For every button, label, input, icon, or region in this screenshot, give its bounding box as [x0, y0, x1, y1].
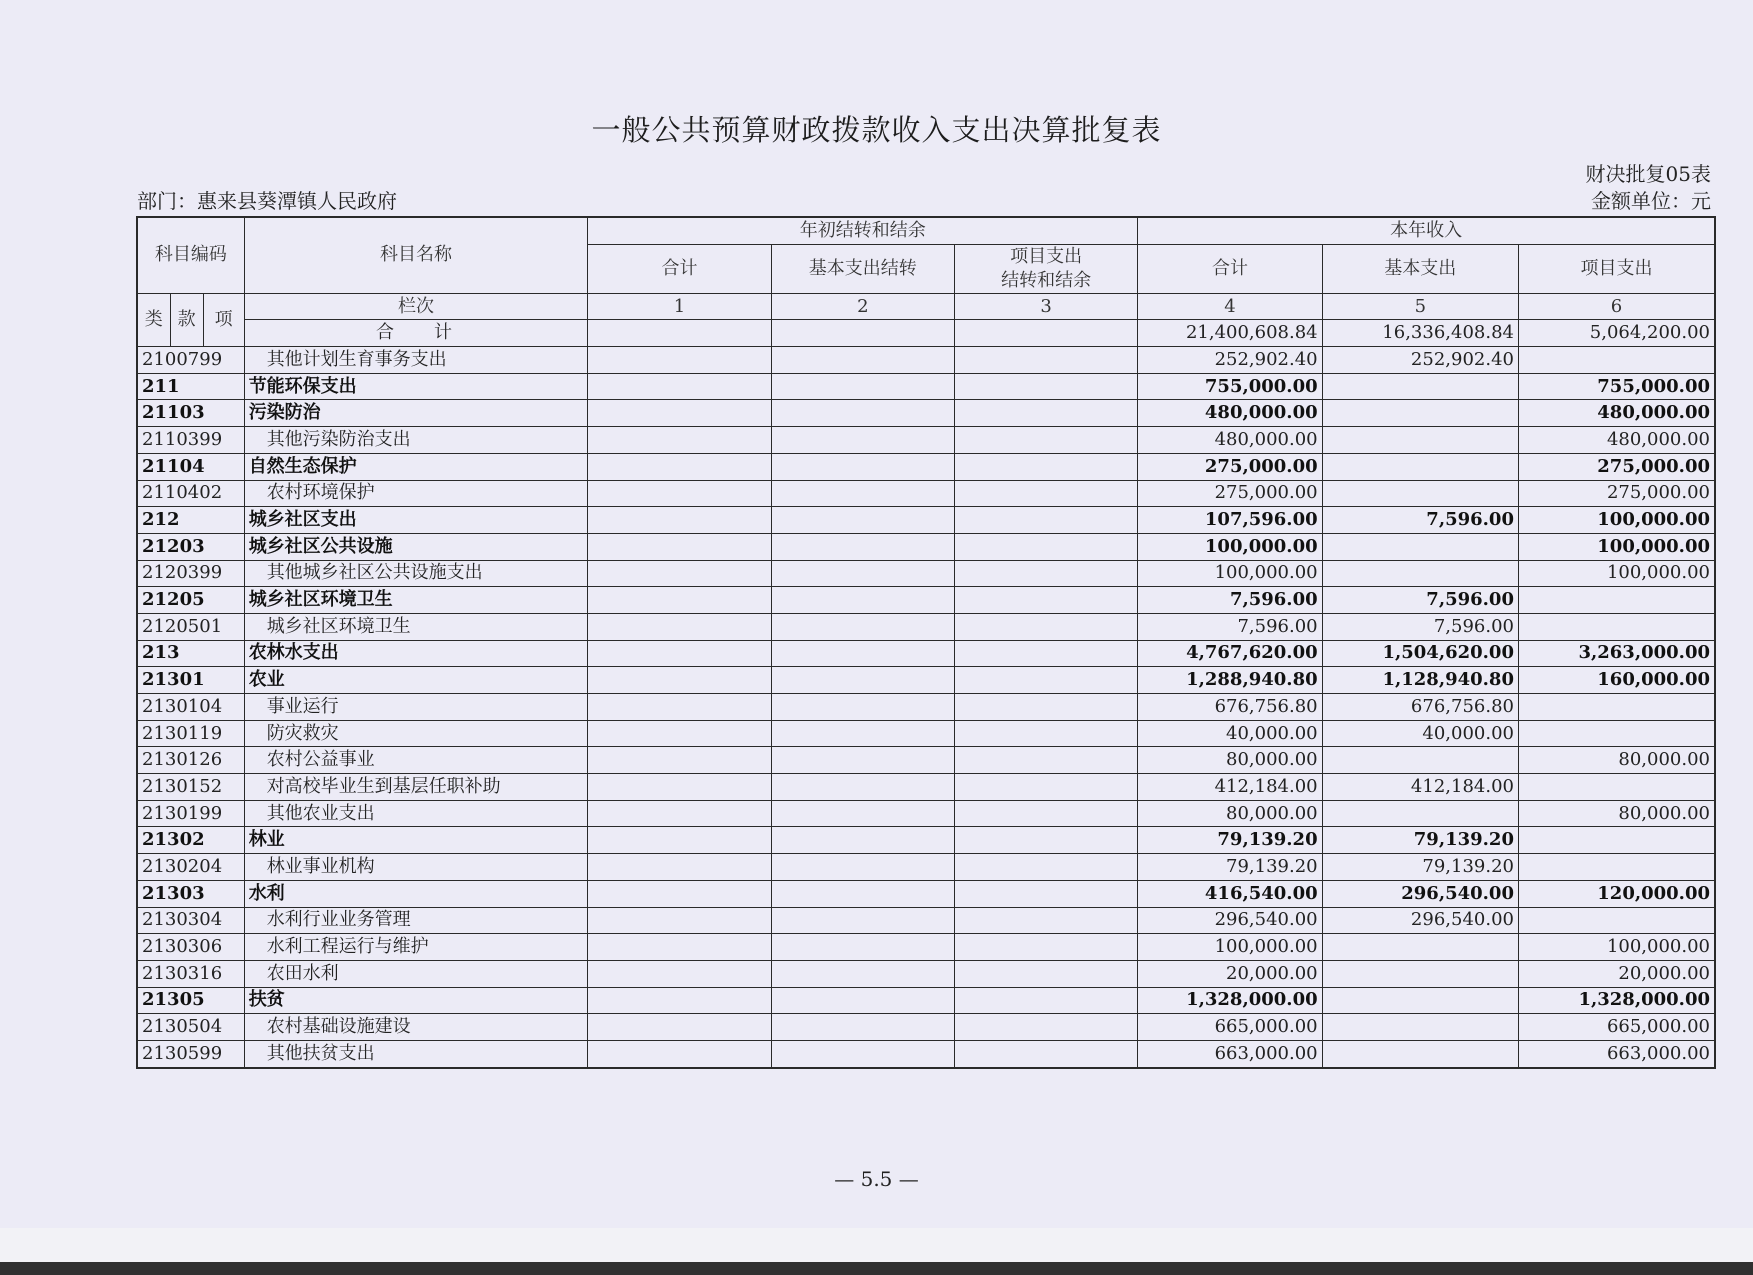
row-income-project: 100,000.00	[1518, 560, 1715, 587]
row-carry-total	[588, 453, 771, 480]
header-name: 科目名称	[244, 217, 588, 293]
row-income-total: 80,000.00	[1138, 800, 1322, 827]
row-income-project	[1518, 907, 1715, 934]
row-code: 21103	[137, 400, 244, 427]
header-income-group: 本年收入	[1138, 217, 1715, 244]
header-carry-total: 合计	[588, 244, 771, 293]
row-name: 水利行业业务管理	[244, 907, 588, 934]
row-carry-total	[588, 427, 771, 454]
row-income-total: 665,000.00	[1138, 1014, 1322, 1041]
row-carry-total	[588, 987, 771, 1014]
row-income-project: 665,000.00	[1518, 1014, 1715, 1041]
row-carry-project	[954, 827, 1137, 854]
total-income-total: 21,400,608.84	[1138, 320, 1322, 347]
row-income-basic: 7,596.00	[1322, 507, 1518, 534]
row-code: 21203	[137, 533, 244, 560]
header-income-total: 合计	[1138, 244, 1322, 293]
row-income-project: 160,000.00	[1518, 667, 1715, 694]
row-income-project	[1518, 827, 1715, 854]
row-carry-project	[954, 934, 1137, 961]
row-income-basic	[1322, 560, 1518, 587]
row-income-basic	[1322, 453, 1518, 480]
table-row	[137, 507, 1715, 534]
scan-edge	[0, 1262, 1753, 1275]
row-carry-project	[954, 533, 1137, 560]
row-carry-basic	[771, 747, 954, 774]
header-carryover-group: 年初结转和结余	[588, 217, 1138, 244]
table-row	[137, 827, 1715, 854]
row-income-basic: 296,540.00	[1322, 880, 1518, 907]
row-income-project: 80,000.00	[1518, 747, 1715, 774]
row-name: 事业运行	[244, 694, 588, 721]
row-carry-project	[954, 1040, 1137, 1067]
header-column-no: 栏次	[244, 293, 588, 320]
row-name: 其他计划生育事务支出	[244, 347, 588, 374]
row-income-basic	[1322, 1040, 1518, 1067]
row-name: 城乡社区公共设施	[244, 533, 588, 560]
row-income-total: 79,139.20	[1138, 854, 1322, 881]
row-carry-project	[954, 720, 1137, 747]
row-carry-basic	[771, 960, 954, 987]
row-name: 城乡社区环境卫生	[244, 613, 588, 640]
table-row	[137, 667, 1715, 694]
row-income-basic: 79,139.20	[1322, 854, 1518, 881]
table-row	[137, 453, 1715, 480]
header-code: 科目编码	[137, 217, 244, 293]
row-carry-project	[954, 987, 1137, 1014]
row-code: 21301	[137, 667, 244, 694]
table-row	[137, 987, 1715, 1014]
row-name: 林业事业机构	[244, 854, 588, 881]
row-carry-project	[954, 587, 1137, 614]
row-carry-total	[588, 640, 771, 667]
row-carry-project	[954, 667, 1137, 694]
row-income-project: 480,000.00	[1518, 400, 1715, 427]
row-name: 林业	[244, 827, 588, 854]
row-income-total: 755,000.00	[1138, 373, 1322, 400]
row-income-basic	[1322, 934, 1518, 961]
row-carry-basic	[771, 533, 954, 560]
row-carry-project	[954, 453, 1137, 480]
table-body	[137, 347, 1715, 1068]
row-name: 城乡社区支出	[244, 507, 588, 534]
row-name: 农村环境保护	[244, 480, 588, 507]
row-carry-total	[588, 667, 771, 694]
row-code: 2110402	[137, 480, 244, 507]
form-number: 财决批复05表	[1585, 162, 1711, 186]
row-carry-project	[954, 1014, 1137, 1041]
total-cell	[588, 320, 771, 347]
row-carry-total	[588, 800, 771, 827]
row-code: 2130204	[137, 854, 244, 881]
column-no-5: 5	[1322, 293, 1518, 320]
row-income-basic	[1322, 960, 1518, 987]
row-income-project: 275,000.00	[1518, 453, 1715, 480]
row-carry-basic	[771, 854, 954, 881]
row-code: 21104	[137, 453, 244, 480]
row-name: 对高校毕业生到基层任职补助	[244, 774, 588, 801]
total-label: 合计	[244, 320, 588, 347]
table-row	[137, 400, 1715, 427]
row-income-project	[1518, 720, 1715, 747]
row-carry-total	[588, 1040, 771, 1067]
row-income-total: 1,328,000.00	[1138, 987, 1322, 1014]
row-carry-basic	[771, 480, 954, 507]
row-carry-total	[588, 347, 771, 374]
row-carry-total	[588, 507, 771, 534]
row-income-basic	[1322, 373, 1518, 400]
table-row	[137, 1014, 1715, 1041]
row-income-total: 663,000.00	[1138, 1040, 1322, 1067]
row-income-basic	[1322, 747, 1518, 774]
row-code: 212	[137, 507, 244, 534]
row-name: 农田水利	[244, 960, 588, 987]
row-carry-basic	[771, 987, 954, 1014]
row-code: 21305	[137, 987, 244, 1014]
table-row	[137, 720, 1715, 747]
table-row	[137, 640, 1715, 667]
row-income-project	[1518, 854, 1715, 881]
row-income-total: 20,000.00	[1138, 960, 1322, 987]
row-income-basic: 7,596.00	[1322, 613, 1518, 640]
table-row	[137, 373, 1715, 400]
row-carry-project	[954, 907, 1137, 934]
row-income-total: 40,000.00	[1138, 720, 1322, 747]
row-code: 21205	[137, 587, 244, 614]
total-cell	[771, 320, 954, 347]
row-code: 2130504	[137, 1014, 244, 1041]
row-code: 2130126	[137, 747, 244, 774]
row-income-basic	[1322, 987, 1518, 1014]
row-income-total: 107,596.00	[1138, 507, 1322, 534]
row-carry-total	[588, 560, 771, 587]
row-carry-basic	[771, 694, 954, 721]
row-carry-project	[954, 640, 1137, 667]
total-cell	[954, 320, 1137, 347]
row-carry-total	[588, 720, 771, 747]
row-carry-project	[954, 373, 1137, 400]
row-carry-basic	[771, 453, 954, 480]
row-carry-project	[954, 880, 1137, 907]
row-income-total: 79,139.20	[1138, 827, 1322, 854]
row-name: 城乡社区环境卫生	[244, 587, 588, 614]
row-name: 其他污染防治支出	[244, 427, 588, 454]
header-income-basic: 基本支出	[1322, 244, 1518, 293]
column-no-6: 6	[1518, 293, 1715, 320]
row-income-total: 275,000.00	[1138, 480, 1322, 507]
column-no-3: 3	[954, 293, 1137, 320]
row-income-basic: 7,596.00	[1322, 587, 1518, 614]
row-income-project: 3,263,000.00	[1518, 640, 1715, 667]
row-carry-project	[954, 694, 1137, 721]
row-income-project	[1518, 694, 1715, 721]
header-kuan: 款	[170, 293, 203, 346]
column-no-2: 2	[771, 293, 954, 320]
row-name: 农村基础设施建设	[244, 1014, 588, 1041]
column-no-4: 4	[1138, 293, 1322, 320]
row-carry-basic	[771, 907, 954, 934]
row-name: 自然生态保护	[244, 453, 588, 480]
row-carry-basic	[771, 1014, 954, 1041]
row-code: 2120501	[137, 613, 244, 640]
row-code: 21302	[137, 827, 244, 854]
row-carry-total	[588, 934, 771, 961]
table-row	[137, 427, 1715, 454]
row-income-project	[1518, 774, 1715, 801]
row-carry-basic	[771, 720, 954, 747]
row-carry-project	[954, 347, 1137, 374]
amount-unit: 金额单位：元	[1591, 189, 1711, 213]
row-income-total: 296,540.00	[1138, 907, 1322, 934]
row-income-project: 80,000.00	[1518, 800, 1715, 827]
row-carry-project	[954, 400, 1137, 427]
row-carry-total	[588, 960, 771, 987]
row-income-total: 100,000.00	[1138, 934, 1322, 961]
row-carry-total	[588, 587, 771, 614]
row-income-total: 80,000.00	[1138, 747, 1322, 774]
row-carry-basic	[771, 587, 954, 614]
row-income-basic: 296,540.00	[1322, 907, 1518, 934]
row-carry-project	[954, 960, 1137, 987]
row-carry-basic	[771, 667, 954, 694]
header-carry-project	[954, 244, 1137, 293]
row-carry-basic	[771, 774, 954, 801]
table-row	[137, 747, 1715, 774]
row-carry-total	[588, 533, 771, 560]
row-carry-basic	[771, 1040, 954, 1067]
row-income-basic: 252,902.40	[1322, 347, 1518, 374]
row-income-basic: 676,756.80	[1322, 694, 1518, 721]
row-carry-basic	[771, 400, 954, 427]
row-code: 2130199	[137, 800, 244, 827]
row-carry-basic	[771, 880, 954, 907]
row-name: 农业	[244, 667, 588, 694]
row-carry-total	[588, 827, 771, 854]
row-income-basic: 1,504,620.00	[1322, 640, 1518, 667]
row-income-total: 480,000.00	[1138, 427, 1322, 454]
row-code: 2130306	[137, 934, 244, 961]
row-carry-total	[588, 880, 771, 907]
row-income-total: 416,540.00	[1138, 880, 1322, 907]
row-code: 2110399	[137, 427, 244, 454]
table-row	[137, 480, 1715, 507]
row-carry-project	[954, 747, 1137, 774]
row-income-basic	[1322, 800, 1518, 827]
header-carry-basic: 基本支出结转	[771, 244, 954, 293]
row-income-project: 100,000.00	[1518, 934, 1715, 961]
row-carry-project	[954, 507, 1137, 534]
row-code: 21303	[137, 880, 244, 907]
row-income-project: 120,000.00	[1518, 880, 1715, 907]
row-income-basic: 40,000.00	[1322, 720, 1518, 747]
table-row	[137, 560, 1715, 587]
row-carry-project	[954, 560, 1137, 587]
total-income-basic: 16,336,408.84	[1322, 320, 1518, 347]
row-carry-project	[954, 854, 1137, 881]
header-carry-project-line2: 结转和结余	[1001, 269, 1092, 291]
row-code: 2130599	[137, 1040, 244, 1067]
table-row	[137, 774, 1715, 801]
header-lei: 类	[137, 293, 170, 346]
row-income-total: 412,184.00	[1138, 774, 1322, 801]
row-carry-project	[954, 427, 1137, 454]
row-income-project	[1518, 587, 1715, 614]
row-income-total: 7,596.00	[1138, 613, 1322, 640]
row-carry-basic	[771, 373, 954, 400]
page-number: — 5.5 —	[834, 1167, 919, 1191]
row-income-total: 1,288,940.80	[1138, 667, 1322, 694]
row-name: 污染防治	[244, 400, 588, 427]
table-row	[137, 934, 1715, 961]
row-code: 2130104	[137, 694, 244, 721]
row-code: 211	[137, 373, 244, 400]
column-no-1: 1	[588, 293, 771, 320]
row-name: 节能环保支出	[244, 373, 588, 400]
row-income-project: 1,328,000.00	[1518, 987, 1715, 1014]
row-income-basic: 1,128,940.80	[1322, 667, 1518, 694]
row-code: 2130152	[137, 774, 244, 801]
row-carry-total	[588, 373, 771, 400]
row-carry-basic	[771, 560, 954, 587]
row-code: 2130304	[137, 907, 244, 934]
row-income-basic	[1322, 400, 1518, 427]
row-income-basic: 79,139.20	[1322, 827, 1518, 854]
table-row	[137, 587, 1715, 614]
row-carry-total	[588, 854, 771, 881]
row-name: 水利	[244, 880, 588, 907]
row-code: 213	[137, 640, 244, 667]
row-code: 2130316	[137, 960, 244, 987]
table-row	[137, 533, 1715, 560]
row-carry-total	[588, 613, 771, 640]
row-income-project: 100,000.00	[1518, 507, 1715, 534]
header-carry-project-line1: 项目支出	[1010, 245, 1083, 267]
table-row	[137, 907, 1715, 934]
row-income-total: 4,767,620.00	[1138, 640, 1322, 667]
budget-table	[136, 216, 1716, 1069]
row-code: 2100799	[137, 347, 244, 374]
row-income-total: 676,756.80	[1138, 694, 1322, 721]
row-income-project: 755,000.00	[1518, 373, 1715, 400]
row-income-project	[1518, 613, 1715, 640]
table-row	[137, 880, 1715, 907]
row-carry-total	[588, 774, 771, 801]
row-income-total: 100,000.00	[1138, 560, 1322, 587]
row-name: 农林水支出	[244, 640, 588, 667]
row-income-project: 480,000.00	[1518, 427, 1715, 454]
department-label: 部门：惠来县葵潭镇人民政府	[137, 189, 397, 213]
header-xiang: 项	[203, 293, 244, 346]
row-carry-basic	[771, 934, 954, 961]
row-name: 防灾救灾	[244, 720, 588, 747]
row-income-project: 275,000.00	[1518, 480, 1715, 507]
table-row	[137, 854, 1715, 881]
table-row	[137, 613, 1715, 640]
table-row	[137, 347, 1715, 374]
row-name: 扶贫	[244, 987, 588, 1014]
row-name: 其他农业支出	[244, 800, 588, 827]
table-row	[137, 1040, 1715, 1067]
row-name: 其他城乡社区公共设施支出	[244, 560, 588, 587]
total-income-project: 5,064,200.00	[1518, 320, 1715, 347]
row-carry-basic	[771, 427, 954, 454]
row-code: 2130119	[137, 720, 244, 747]
row-name: 其他扶贫支出	[244, 1040, 588, 1067]
row-income-basic	[1322, 427, 1518, 454]
row-income-basic: 412,184.00	[1322, 774, 1518, 801]
table-row	[137, 694, 1715, 721]
row-income-basic	[1322, 533, 1518, 560]
row-income-total: 100,000.00	[1138, 533, 1322, 560]
row-income-total: 275,000.00	[1138, 453, 1322, 480]
row-income-project: 663,000.00	[1518, 1040, 1715, 1067]
row-income-project: 20,000.00	[1518, 960, 1715, 987]
row-income-basic	[1322, 480, 1518, 507]
row-carry-total	[588, 480, 771, 507]
row-carry-total	[588, 400, 771, 427]
row-carry-basic	[771, 640, 954, 667]
row-carry-basic	[771, 800, 954, 827]
row-carry-project	[954, 613, 1137, 640]
row-code: 2120399	[137, 560, 244, 587]
row-carry-project	[954, 800, 1137, 827]
row-carry-basic	[771, 507, 954, 534]
row-income-total: 252,902.40	[1138, 347, 1322, 374]
row-name: 农村公益事业	[244, 747, 588, 774]
row-carry-basic	[771, 613, 954, 640]
header-income-project: 项目支出	[1518, 244, 1715, 293]
table-row	[137, 800, 1715, 827]
row-name: 水利工程运行与维护	[244, 934, 588, 961]
row-income-project: 100,000.00	[1518, 533, 1715, 560]
row-carry-project	[954, 774, 1137, 801]
row-carry-basic	[771, 827, 954, 854]
row-income-total: 7,596.00	[1138, 587, 1322, 614]
table-row	[137, 960, 1715, 987]
row-income-project	[1518, 347, 1715, 374]
document-title: 一般公共预算财政拨款收入支出决算批复表	[591, 113, 1162, 147]
row-carry-total	[588, 1014, 771, 1041]
row-carry-basic	[771, 347, 954, 374]
row-carry-total	[588, 694, 771, 721]
row-income-total: 480,000.00	[1138, 400, 1322, 427]
row-carry-total	[588, 747, 771, 774]
row-carry-total	[588, 907, 771, 934]
row-income-basic	[1322, 1014, 1518, 1041]
row-carry-project	[954, 480, 1137, 507]
